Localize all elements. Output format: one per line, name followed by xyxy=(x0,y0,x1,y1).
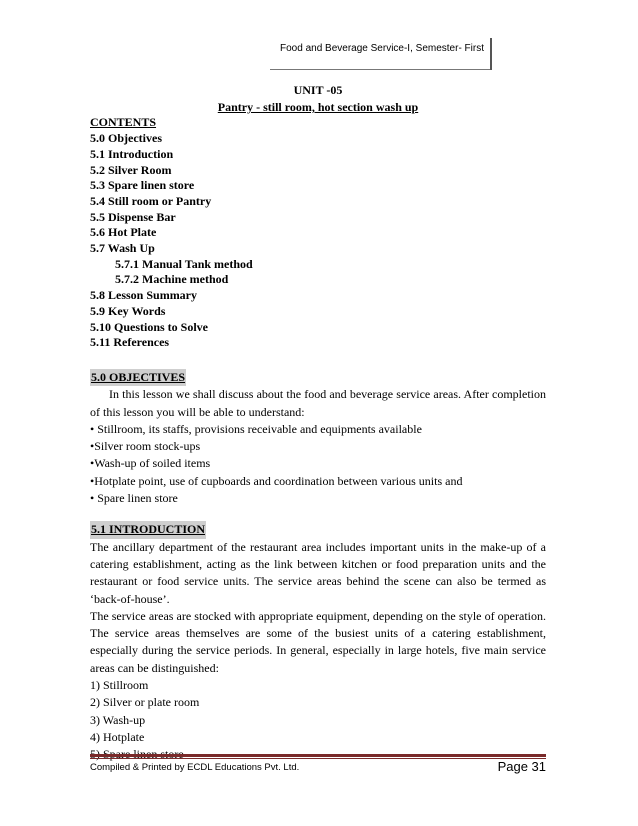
unit-title: UNIT -05 xyxy=(293,83,343,97)
objectives-intro: In this lesson we shall discuss about the food and beverage service areas. After completion of this lesson you will be able to understand: xyxy=(90,387,546,419)
objectives-heading: 5.0 OBJECTIVES xyxy=(90,369,186,386)
toc-item: 5.1 Introduction xyxy=(90,146,174,161)
contents-heading: CONTENTS xyxy=(90,115,157,130)
service-area-item: 2) Silver or plate room xyxy=(90,695,200,710)
toc-item: 5.11 References xyxy=(90,335,170,350)
footer-rule-thin xyxy=(90,758,546,759)
toc-item: 5.3 Spare linen store xyxy=(90,178,195,193)
page-content xyxy=(90,83,546,763)
service-area-item: 3) Wash-up xyxy=(90,712,146,727)
toc-item: 5.5 Dispense Bar xyxy=(90,209,176,224)
header-text: Food and Beverage Service-I, Semester- First xyxy=(280,43,484,54)
toc-item: 5.0 Objectives xyxy=(90,131,162,146)
objective-bullet: •Silver room stock-ups xyxy=(90,439,201,454)
service-area-item: 1) Stillroom xyxy=(90,678,149,692)
introduction-heading: 5.1 INTRODUCTION xyxy=(90,521,206,538)
header-vertical-rule xyxy=(490,38,492,70)
objectives-section xyxy=(90,369,546,507)
toc-subitem: 5.7.1 Manual Tank method xyxy=(115,256,253,271)
toc-item: 5.2 Silver Room xyxy=(90,162,172,177)
footer-publisher: Compiled & Printed by ECDL Educations Pvt. Ltd. xyxy=(90,762,300,773)
service-area-item: 4) Hotplate xyxy=(90,729,145,744)
toc-item: 5.9 Key Words xyxy=(90,303,166,318)
introduction-section xyxy=(90,521,546,763)
objective-bullet: •Wash-up of soiled items xyxy=(90,456,211,471)
page-number: Page 31 xyxy=(497,759,546,774)
toc-item: 5.10 Questions to Solve xyxy=(90,319,209,334)
toc-item: 5.7 Wash Up xyxy=(90,241,155,256)
unit-subtitle xyxy=(90,100,546,116)
table-of-contents xyxy=(90,115,546,351)
toc-item: 5.4 Still room or Pantry xyxy=(90,193,212,208)
running-header xyxy=(270,30,492,70)
toc-item: 5.8 Lesson Summary xyxy=(90,288,198,303)
header-horizontal-rule xyxy=(270,69,490,70)
objective-bullet: • Stillroom, its staffs, provisions receivable and equipments available xyxy=(90,421,422,436)
toc-item: 5.6 Hot Plate xyxy=(90,225,157,240)
introduction-paragraph: The service areas are stocked with appropriate equipment, depending on the style of operation. The service areas themselves are some of the busiest units of a catering establishment, especially during the service periods. In general, especially in large hotels, five main service areas can be distinguished: xyxy=(90,608,546,675)
objective-bullet: • Spare linen store xyxy=(90,491,178,506)
toc-subitem: 5.7.2 Machine method xyxy=(115,272,229,287)
objective-bullet: •Hotplate point, use of cupboards and coordination between various units and xyxy=(90,473,463,488)
unit-subtitle-text: Pantry - still room, hot section wash up xyxy=(217,99,419,114)
footer-rule-thick xyxy=(90,754,546,757)
introduction-paragraph: The ancillary department of the restaurant area includes important units in the make-up of a catering establishment, acting as the link between kitchen or food preparation units and the restaurant or food service units. The service areas behind the scene can also be termed as ‘back-of-house’. xyxy=(90,539,546,606)
